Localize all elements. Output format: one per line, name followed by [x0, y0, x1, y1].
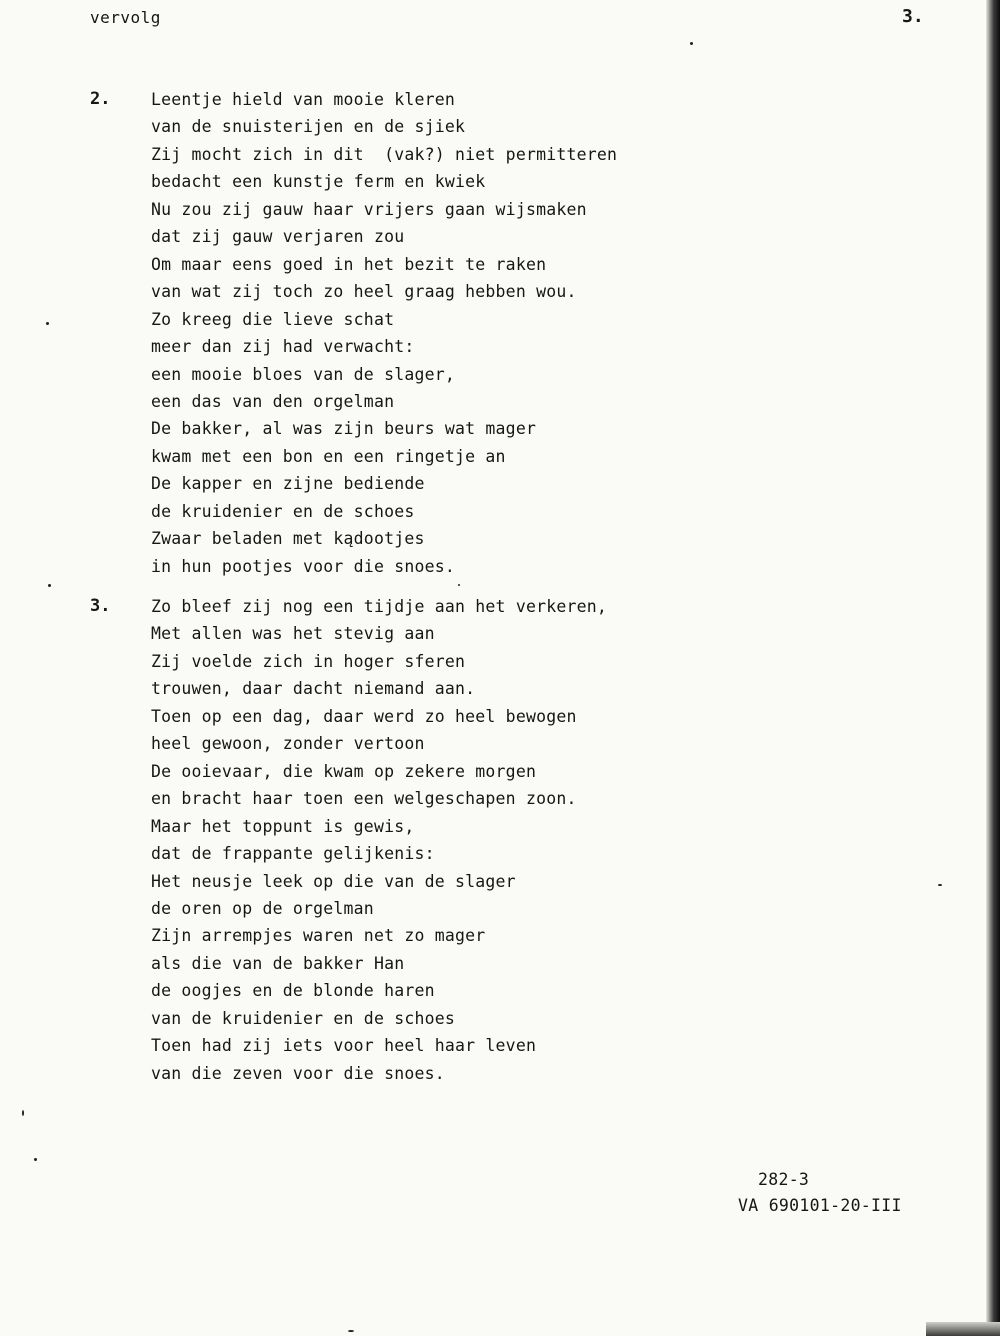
poem-line: Toen had zij iets voor heel haar leven: [151, 1036, 537, 1056]
scan-edge-shadow: [986, 0, 1000, 1336]
poem-line: de oren op de orgelman: [151, 898, 374, 918]
scan-corner-shadow: [926, 1322, 1000, 1336]
scan-speck: [348, 1330, 354, 1332]
poem-line: Nu zou zij gauw haar vrijers gaan wijsmaken: [151, 199, 587, 219]
poem-line: Leentje hield van mooie kleren: [151, 90, 456, 109]
stanza-number: 3.: [90, 596, 111, 616]
scan-speck: [458, 584, 460, 586]
poem-line: de oogjes en de blonde haren: [151, 981, 435, 1001]
poem-line: van de kruidenier en de schoes: [151, 1008, 456, 1028]
poem-line: Zij voelde zich in hoger sferen: [151, 651, 466, 671]
poem-line: Zij mocht zich in dit (vak?) niet permitteren: [151, 144, 618, 164]
poem-line: Zo bleef zij nog een tijdje aan het verkeren,: [151, 597, 608, 616]
poem-line: en bracht haar toen een welgeschapen zoon.: [151, 789, 577, 809]
stanza-lines: [151, 593, 831, 1087]
archive-reference: VA 690101-20-III: [738, 1196, 902, 1215]
poem-line: De bakker, al was zijn beurs wat mager: [151, 419, 537, 439]
poem-line: Het neusje leek op die van de slager: [151, 871, 516, 891]
poem-line: van de snuisterijen en de sjiek: [151, 117, 466, 137]
stanza-lines: [151, 86, 831, 580]
poem-line: de kruidenier en de schoes: [151, 501, 415, 521]
scan-speck: [690, 42, 693, 45]
poem-line: De kapper en zijne bediende: [151, 474, 425, 494]
poem-line: De ooievaar, die kwam op zekere morgen: [151, 761, 537, 781]
poem-line: Om maar eens goed in het bezit te raken: [151, 254, 547, 274]
poem-line: van wat zij toch zo heel graag hebben wou.: [151, 282, 577, 302]
document-code: 282-3: [758, 1170, 810, 1189]
scan-speck: [48, 584, 51, 587]
continuation-label: vervolg: [90, 8, 161, 27]
poem-line: dat zij gauw verjaren zou: [151, 227, 405, 247]
scan-speck: [22, 1110, 24, 1116]
poem-line: Zo kreeg die lieve schat: [151, 309, 395, 329]
page-number: 3.: [902, 6, 924, 27]
poem-line: dat de frappante gelijkenis:: [151, 844, 435, 864]
poem-line: van die zeven voor die snoes.: [151, 1063, 445, 1083]
poem-line: Maar het toppunt is gewis,: [151, 816, 415, 836]
stanza-number: 2.: [90, 89, 111, 109]
poem-line: een mooie bloes van de slager,: [151, 364, 456, 384]
poem-line: Toen op een dag, daar werd zo heel bewogen: [151, 706, 577, 726]
poem-line: trouwen, daar dacht niemand aan.: [151, 679, 476, 699]
poem-line: in hun pootjes voor die snoes.: [151, 556, 456, 576]
poem-line: Met allen was het stevig aan: [151, 624, 435, 644]
poem-line: bedacht een kunstje ferm en kwiek: [151, 172, 486, 192]
poem-line: Zijn arrempjes waren net zo mager: [151, 926, 486, 946]
scan-speck: [34, 1158, 37, 1161]
poem-line: een das van den orgelman: [151, 391, 395, 411]
poem-line: Zwaar beladen met kądootjes: [151, 529, 425, 549]
poem-line: als die van de bakker Han: [151, 953, 405, 973]
scan-speck: [938, 884, 942, 886]
scan-speck: [46, 322, 49, 325]
poem-line: kwam met een bon en een ringetje an: [151, 446, 506, 466]
poem-line: heel gewoon, zonder vertoon: [151, 734, 425, 754]
poem-line: meer dan zij had verwacht:: [151, 337, 415, 357]
